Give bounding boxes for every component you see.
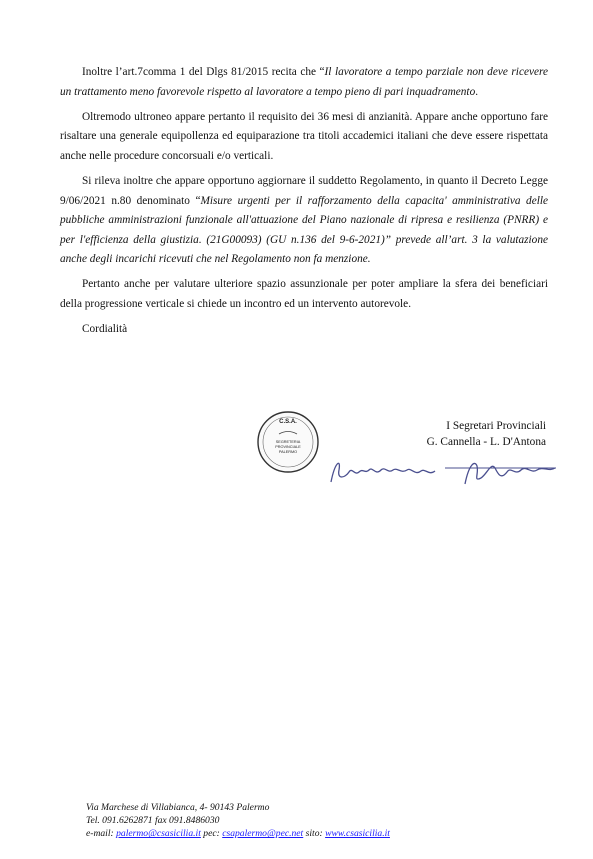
paragraph-3: [60, 172, 548, 270]
signature-block: [427, 418, 546, 450]
footer-address: Via Marchese di Villabianca, 4- 90143 Palermo: [86, 802, 270, 813]
paragraph-3-intro: Si rileva inoltre che appare opportuno aggiornare il suddetto Regolamento, in quanto il Decreto Legge 9/06/2021 n.80 denominato “: [60, 174, 548, 207]
handwritten-signatures: [325, 452, 560, 492]
signers-title: I Segretari Provinciali: [446, 420, 546, 432]
signers-names: G. Cannella - L. D'Antona: [426, 436, 546, 448]
pec-label: pec:: [200, 828, 223, 840]
paragraph-2: Oltremodo ultroneo appare pertanto il requisito dei 36 mesi di anzianità. Appare anche opportuno fare risaltare una generale equipollenza ed equiparazione tra titoli accademici italiani che deve essere rispettata anche nelle procedure concorsuali e/o verticali.: [60, 110, 548, 162]
paragraph-1: [60, 63, 548, 102]
letter-footer: [86, 801, 390, 841]
stamp-top-text: C.S.A.: [279, 419, 297, 425]
site-label: sito:: [303, 828, 326, 840]
paragraph-3-quote: Misure urgenti per il rafforzamento della capacita' amministrativa delle pubbliche amministrazioni funzionale all'attuazione del Piano nazionale di ripresa e resilienza (PNRR) e per l'efficienza della giustizia. (21G00093) (GU n.136 del 9-6-2021)” prevede all’art. 3 la valutazione anche degli incarichi ricevuti che nel Regolamento non fa menzione.: [60, 194, 548, 266]
footer-phone: Tel. 091.6262871 fax 091.8486030: [86, 815, 220, 827]
email-label: e-mail:: [86, 828, 117, 840]
stamp-line-1: SEGRETERIA: [275, 440, 301, 444]
footer-contacts: [86, 827, 390, 840]
paragraph-1-quote: Il lavoratore a tempo parziale non deve ricevere un trattamento meno favorevole rispetto al lavoratore a tempo pieno di pari inquadramento: [60, 66, 548, 98]
csa-stamp: [256, 410, 320, 474]
paragraph-1-intro: Inoltre l’art.7comma 1 del Dlgs 81/2015 recita che “: [82, 66, 325, 78]
pec-link[interactable]: csapalermo@pec.net: [222, 828, 304, 840]
stamp-line-2: PROVINCIALE: [275, 445, 301, 449]
email-link[interactable]: palermo@csasicilia.it: [116, 828, 201, 840]
stamp-line-3: PALERMO: [278, 450, 298, 454]
letter-body: [60, 63, 548, 340]
paragraph-1-end: .: [475, 85, 479, 98]
website-link[interactable]: www.csasicilia.it: [325, 828, 390, 840]
closing: Cordialità: [82, 323, 128, 336]
paragraph-4: Pertanto anche per valutare ulteriore spazio assunzionale per poter ampliare la sfera dei beneficiari della progressione verticale si chiede un incontro ed un intervento autorevole.: [60, 278, 548, 311]
